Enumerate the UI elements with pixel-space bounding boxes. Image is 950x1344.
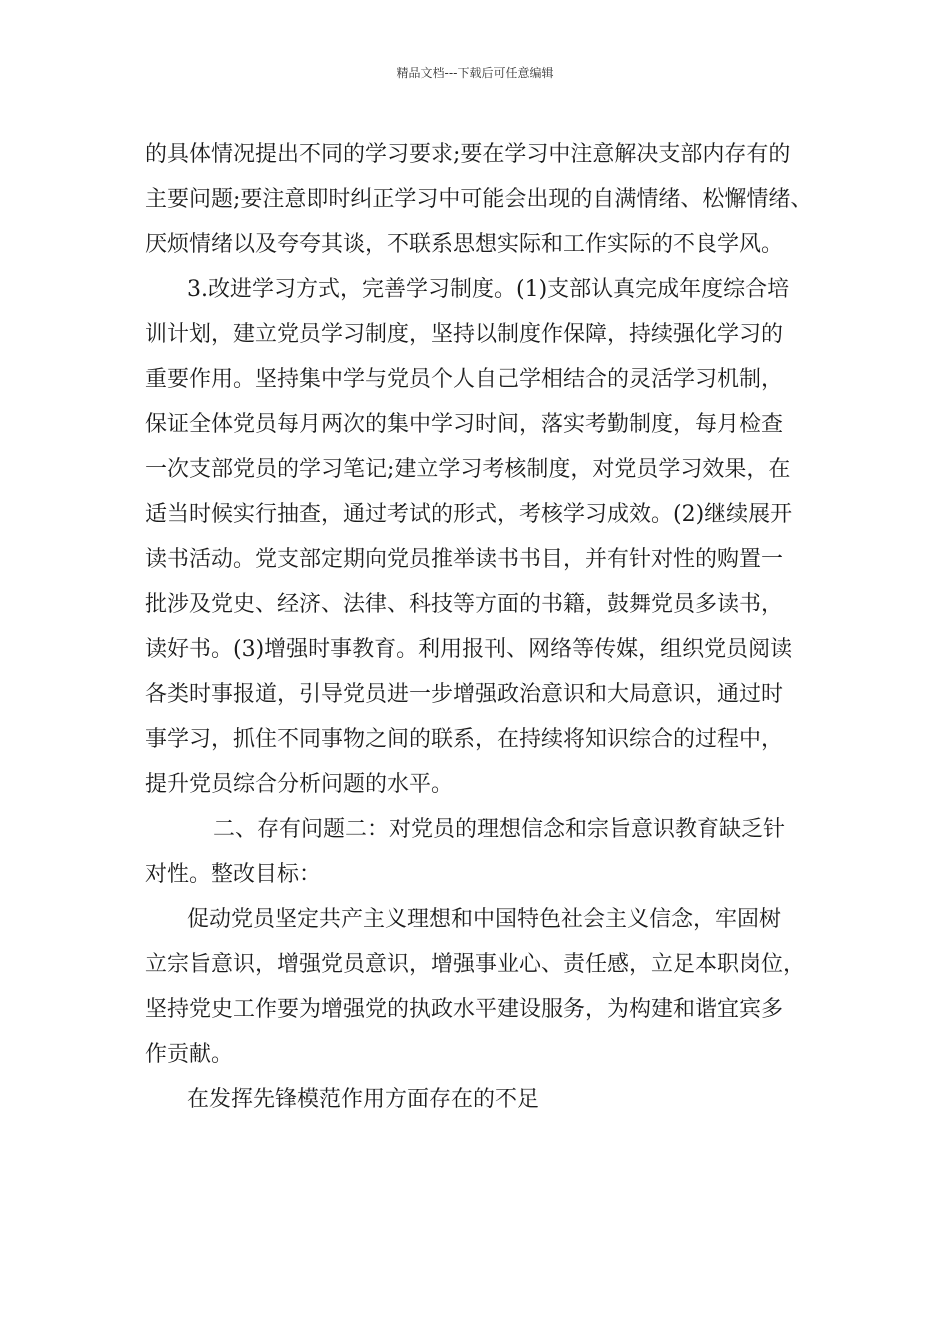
text-line: 对性。整改目标： xyxy=(145,862,322,887)
text-line: 一次支部党员的学习笔记;建立学习考核制度，对党员学习效果，在 xyxy=(145,457,791,482)
text-line: 在发挥先锋模范作用方面存在的不足 xyxy=(187,1087,540,1112)
text-line: 读书活动。党支部定期向党员推举读书书目，并有针对性的购置一 xyxy=(145,547,784,572)
text-line: 训计划，建立党员学习制度，坚持以制度作保障，持续强化学习的 xyxy=(145,322,784,347)
text-line: 各类时事报道，引导党员进一步增强政治意识和大局意识，通过时 xyxy=(145,682,784,707)
text-line: 3.改进学习方式，完善学习制度。(1)支部认真完成年度综合培 xyxy=(187,277,790,302)
text-line: 作贡献。 xyxy=(145,1042,234,1067)
text-line: 促动党员坚定共产主义理想和中国特色社会主义信念，牢固树 xyxy=(187,907,782,932)
page-header: 精品文档---下载后可任意编辑 xyxy=(396,66,554,80)
text-line: 的具体情况提出不同的学习要求;要在学习中注意解决支部内存有的 xyxy=(145,142,791,167)
text-line: 适当时候实行抽查，通过考试的形式，考核学习成效。(2)继续展开 xyxy=(145,502,793,527)
text-line: 保证全体党员每月两次的集中学习时间，落实考勤制度，每月检查 xyxy=(145,412,784,437)
text-line: 主要问题;要注意即时纠正学习中可能会出现的自满情绪、松懈情绪、 xyxy=(145,187,813,212)
text-line: 重要作用。坚持集中学与党员个人自己学相结合的灵活学习机制， xyxy=(145,367,784,392)
text-line: 立宗旨意识，增强党员意识，增强事业心、责任感，立足本职岗位， xyxy=(145,952,806,977)
section-heading: 二、存有问题二：对党员的理想信念和宗旨意识教育缺乏针 xyxy=(213,817,786,842)
text-line: 批涉及党史、经济、法律、科技等方面的书籍，鼓舞党员多读书， xyxy=(145,592,784,617)
text-line: 坚持党史工作要为增强党的执政水平建设服务，为构建和谐宜宾多 xyxy=(145,997,784,1022)
text-line: 事学习，抓住不同事物之间的联系，在持续将知识综合的过程中， xyxy=(145,727,784,752)
text-line: 提升党员综合分析问题的水平。 xyxy=(145,772,454,797)
text-line: 厌烦情绪以及夸夸其谈，不联系思想实际和工作实际的不良学风。 xyxy=(145,232,784,257)
document-body xyxy=(145,132,813,1122)
text-line: 读好书。(3)增强时事教育。利用报刊、网络等传媒，组织党员阅读 xyxy=(145,637,793,662)
